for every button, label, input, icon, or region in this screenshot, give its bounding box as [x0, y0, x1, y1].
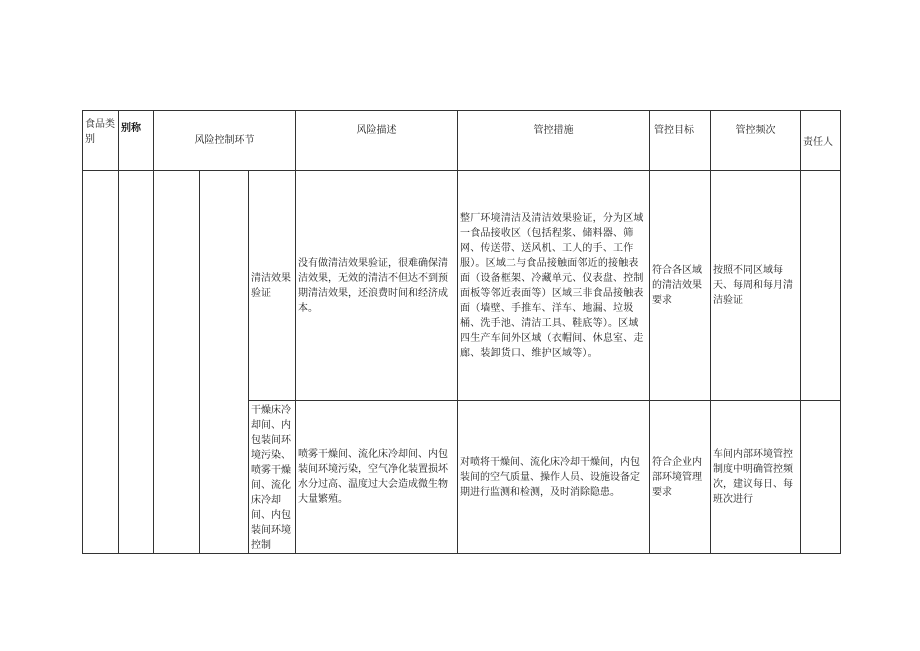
- goal-cell: 符合企业内部环境管理要求: [650, 401, 711, 554]
- measures-cell: 整厂环境清洁及清洁效果验证，分为区域一食品接收区（包括程浆、储料器、筛网、传送带、送风机、工人的手、工作服）。区域二与食品接触面邻近的接触表面（设备框架、冷藏单元、仪表盘、控制面板等邻近表面等）区域三非食品接触表面（墙壁、手推车、洋车、地漏、垃圾桶、洗手池、清洁工具、鞋底等）。区域四生产车间外区域（衣帽间、休息室、走廊、装卸货口、维护区域等）。: [458, 171, 650, 401]
- goal-cell: 符合各区域的清洁效果要求: [650, 171, 711, 401]
- header-category: 食品类别: [83, 111, 119, 171]
- responsible-cell: [801, 401, 841, 554]
- responsible-cell: [801, 171, 841, 401]
- header-measures: 管控措施: [458, 111, 650, 171]
- header-frequency: 管控频次: [711, 111, 801, 171]
- header-control-link: 风险控制环节: [154, 111, 296, 171]
- header-row: [83, 111, 841, 171]
- category-cell: [83, 171, 119, 554]
- table-row: [83, 171, 841, 401]
- risk-point-cell: 干燥床冷却间、内包装间环境污染、喷雾干燥间、流化床冷却间、内包装间环境控制: [249, 401, 296, 554]
- alias-cell: [119, 171, 154, 554]
- frequency-cell: 按照不同区域每天、每周和每月清洁验证: [711, 171, 801, 401]
- frequency-cell: 车间内部环境管控制度中明确管控频次，建议每日、每班次进行: [711, 401, 801, 554]
- header-responsible: 责任人: [801, 111, 841, 171]
- control-link-cell-a: [154, 171, 200, 554]
- measures-cell: 对喷将干燥间、流化床冷却干燥间，内包装间的空气质量、操作人员、设施设备定期进行监测和检测，及时消除隐患。: [458, 401, 650, 554]
- risk-control-table: [82, 110, 841, 554]
- header-alias: 别称: [119, 111, 154, 171]
- risk-desc-cell: 喷雾干燥间、流化床冷却间、内包装间环境污染，空气净化装置损坏水分过高、温度过大会造成微生物大量繁殖。: [296, 401, 458, 554]
- control-link-cell-b: [200, 171, 249, 554]
- risk-desc-cell: 没有做清洁效果验证，很难确保清洁效果，无效的清洁不但达不到预期清洁效果，还浪费时间和经济成本。: [296, 171, 458, 401]
- header-risk-desc: 风险描述: [296, 111, 458, 171]
- header-goal: 管控目标: [650, 111, 711, 171]
- risk-point-cell: 清洁效果验证: [249, 171, 296, 401]
